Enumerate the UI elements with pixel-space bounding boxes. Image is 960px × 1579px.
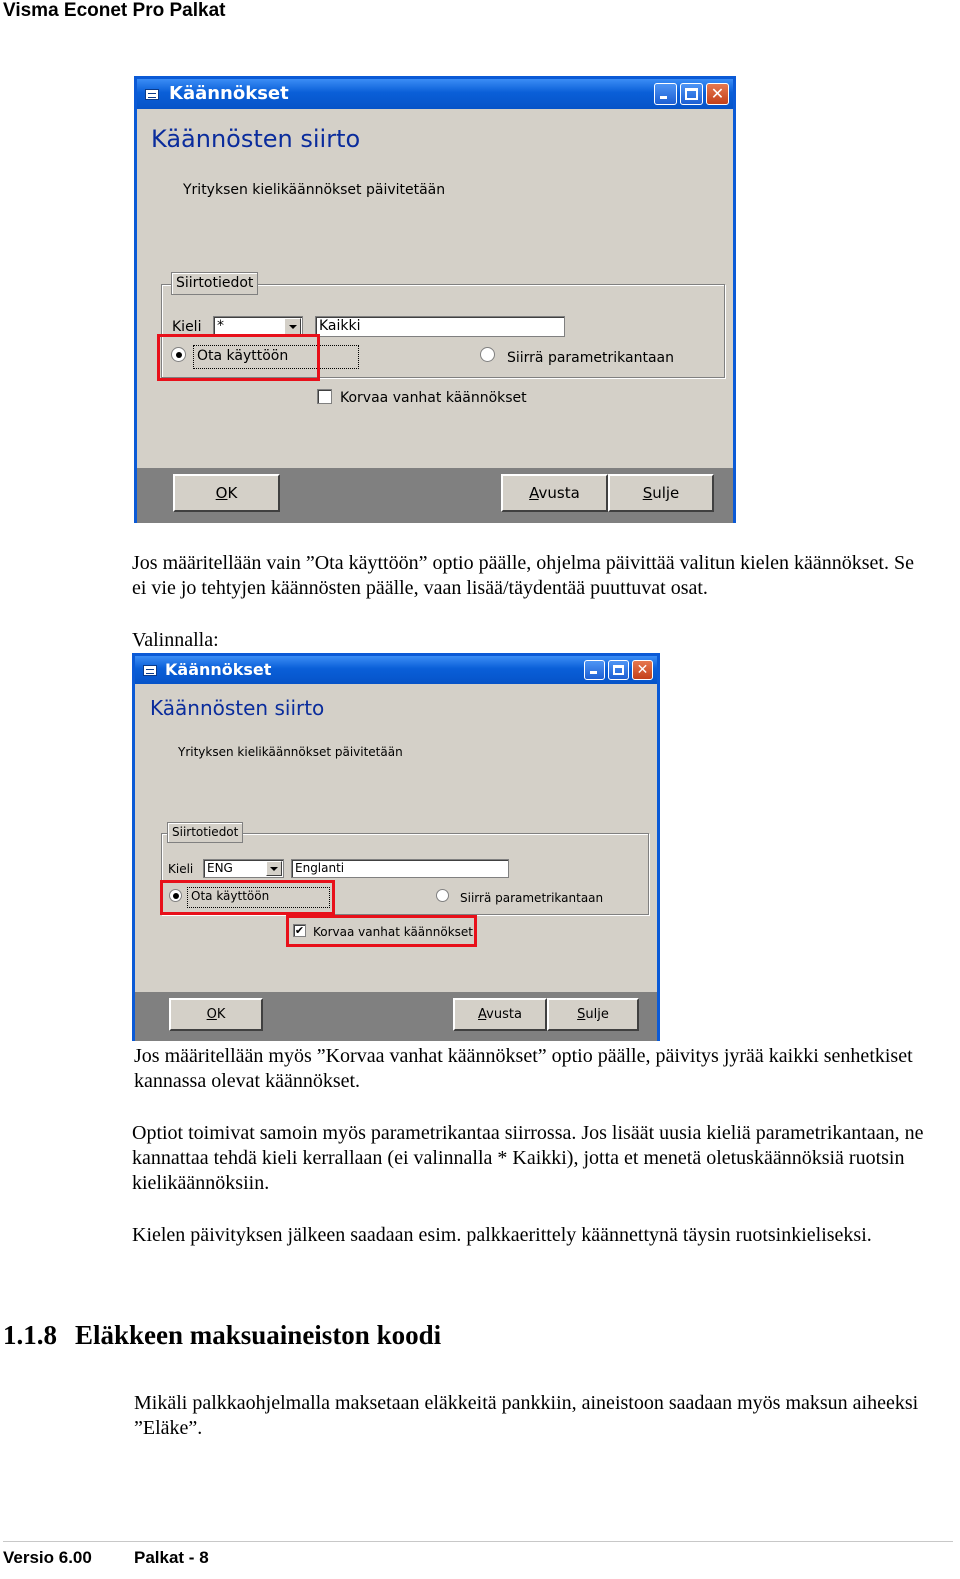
footer-page: Palkat - 8 (134, 1548, 209, 1567)
group-legend: Siirtotiedot (171, 272, 258, 295)
highlight-korvaa (286, 915, 477, 947)
dialog-titlebar (135, 656, 657, 684)
dialog-heading: Käännösten siirto (150, 696, 325, 720)
dialog-screenshot-1 (134, 76, 736, 523)
maximize-icon[interactable] (608, 660, 629, 680)
korvaa-label[interactable]: Korvaa vanhat käännökset (340, 390, 527, 406)
kieli-name-value: Kaikki (319, 318, 361, 334)
kieli-combo-value: * (217, 318, 224, 334)
maximize-icon[interactable] (680, 83, 703, 105)
paragraph-5: Mikäli palkkaohjelmalla maksetaan eläkkeitä pankkiin, aineistoon saadaan myös maksun aiheeksi ”Eläke”. (134, 1392, 919, 1439)
ok-button[interactable]: OK (173, 474, 280, 512)
highlight-ota-kayttoon (160, 880, 335, 915)
close-icon[interactable]: ✕ (632, 660, 653, 680)
dialog-screenshot-2 (132, 653, 660, 1041)
footer-version: Versio 6.00 (3, 1548, 92, 1567)
window-app-icon (143, 665, 157, 676)
ok-button[interactable]: OK (169, 998, 263, 1031)
siirra-parametrikantaan-label[interactable]: Siirrä parametrikantaan (507, 350, 674, 366)
avusta-button[interactable]: Avusta (453, 998, 547, 1031)
section-number: 1.1.8 (3, 1320, 57, 1350)
sulje-button[interactable]: Sulje (608, 474, 714, 512)
dialog-subtitle: Yrityksen kielikäännökset päivitetään (183, 182, 446, 198)
paragraph-4: Kielen päivityksen jälkeen saadaan esim. palkkaerittely käännettynä täysin ruotsinkieliseksi. (132, 1224, 872, 1246)
ota-kayttoon-label[interactable]: Ota käyttöön (191, 889, 270, 903)
kieli-name-field (291, 859, 509, 878)
label-valinnalla: Valinnalla: (132, 629, 219, 651)
siirra-parametrikantaan-radio[interactable] (436, 889, 449, 902)
window-app-icon (145, 89, 159, 100)
korvaa-label[interactable]: Korvaa vanhat käännökset (313, 925, 473, 939)
dialog-titlebar (137, 79, 733, 109)
minimize-icon[interactable] (654, 83, 677, 105)
paragraph-3: Optiot toimivat samoin myös parametrikantaa siirrossa. Jos lisäät uusia kieliä parametrikantaan, ne kannattaa tehdä kieli kerrallaan (ei valinnalla * Kaikki), jotta et menetä oletuskäännöksiä ruotsin kielikäännöksiin. (132, 1122, 924, 1194)
section-title: Eläkkeen maksuaineiston koodi (75, 1320, 442, 1350)
close-icon[interactable]: ✕ (706, 83, 729, 105)
korvaa-checkbox[interactable]: ✔ (294, 924, 305, 937)
kieli-label: Kieli (172, 319, 202, 335)
dialog-heading: Käännösten siirto (151, 125, 361, 153)
siirra-parametrikantaan-radio[interactable] (480, 347, 495, 362)
avusta-button[interactable]: Avusta (501, 474, 608, 512)
document-header: Visma Econet Pro Palkat (3, 0, 226, 21)
window-title: Käännökset (165, 660, 272, 679)
dialog-subtitle: Yrityksen kielikäännökset päivitetään (178, 745, 403, 759)
kieli-name-field (315, 316, 565, 337)
paragraph-1: Jos määritellään vain ”Ota käyttöön” optio päälle, ohjelma päivittää valitun kielen käännökset. Se ei vie jo tehtyjen käännösten päälle, vaan lisää/täydentää puuttuvat osat. (132, 552, 914, 599)
footer-divider (3, 1541, 953, 1542)
siirra-parametrikantaan-label[interactable]: Siirrä parametrikantaan (460, 891, 604, 905)
chevron-down-icon[interactable] (266, 861, 282, 876)
kieli-label: Kieli (168, 862, 194, 876)
kieli-combo[interactable] (203, 859, 284, 878)
kieli-combo-value: ENG (207, 861, 233, 875)
ota-kayttoon-label[interactable]: Ota käyttöön (197, 348, 289, 364)
highlight-ota-kayttoon (157, 334, 320, 381)
minimize-icon[interactable] (584, 660, 605, 680)
kieli-name-value: Englanti (295, 861, 345, 875)
group-legend: Siirtotiedot (167, 822, 243, 843)
sulje-button[interactable]: Sulje (547, 998, 639, 1031)
chevron-down-icon[interactable] (284, 318, 301, 335)
window-title: Käännökset (169, 83, 289, 104)
paragraph-2: Jos määritellään myös ”Korvaa vanhat käännökset” optio päälle, päivitys jyrää kaikki senhetkiset kannassa olevat käännökset. (134, 1045, 913, 1092)
korvaa-checkbox[interactable] (317, 389, 332, 404)
section-heading (3, 1320, 441, 1351)
